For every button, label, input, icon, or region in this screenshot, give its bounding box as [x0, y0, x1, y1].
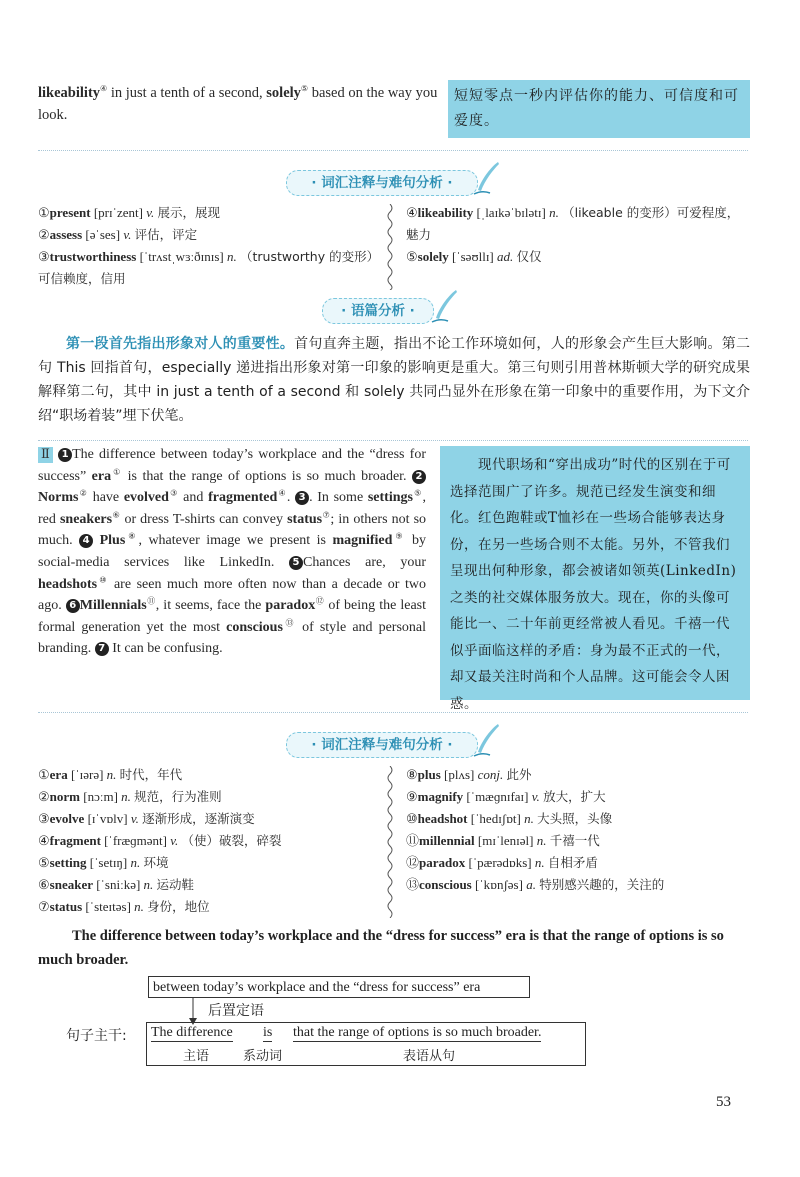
intro-paragraph	[38, 82, 438, 126]
subject-label: 主语	[183, 1049, 210, 1064]
column-divider	[386, 204, 394, 290]
vocab-entry: ②assess [əˈses] v. 评估，评定	[38, 227, 198, 242]
vocab-entry: ⑥sneaker [ˈsniːkə] n. 运动鞋	[38, 877, 195, 892]
divider	[38, 712, 748, 713]
paragraph-numeral: Ⅱ	[38, 447, 53, 463]
predicative-clause: that the range of options is so much broader.	[293, 1025, 542, 1040]
vocab-entry: ⑤setting [ˈsetɪŋ] n. 环境	[38, 855, 169, 870]
section-banner-vocab: · 词汇注释与难句分析 ·	[286, 732, 478, 758]
vocab-list-right	[406, 764, 751, 896]
sentence-number: 4	[79, 534, 93, 548]
link-verb: is	[263, 1025, 273, 1040]
vocab-list-left	[38, 202, 378, 290]
link-verb-label: 系动词	[243, 1049, 283, 1064]
word-solely: solely	[266, 85, 301, 101]
divider	[38, 440, 748, 441]
vocab-entry: ①present [prɪˈzent] v. 展示，展现	[38, 205, 221, 220]
divider	[38, 150, 748, 151]
quill-pen-icon	[430, 288, 460, 324]
vocab-entry: ⑩headshot [ˈhedɪʃɒt] n. 大头照，头像	[406, 811, 613, 826]
modifier-box: between today’s workplace and the “dress for success” era	[148, 976, 530, 998]
sentence-number: 5	[289, 556, 303, 570]
vocab-list-right	[406, 202, 751, 268]
sentence-number: 2	[412, 470, 426, 484]
intro-translation: 短短零点一秒内评估你的能力、可信度和可爱度。	[448, 80, 750, 138]
vocab-entry: ①era [ˈɪərə] n. 时代，年代	[38, 767, 183, 782]
section-banner-analysis: · 语篇分析 ·	[322, 298, 434, 324]
sentence-number: 6	[66, 599, 80, 613]
predicative-label: 表语从句	[403, 1049, 456, 1064]
page-number: 53	[716, 1094, 731, 1110]
paragraph-two-translation: 现代职场和“穿出成功”时代的区别在于可选择范围广了许多。规范已经发生演变和细化。红色跑鞋或T恤衫在一些场合能够表达身份，在另一些场合则不太能。另外，不管我们呈现出何种形象，都会被诸如领英(LinkedIn)之类的社交媒体服务放大。现在，你的头像可能比一、二十年前更经常被人看见。千禧一代似乎面临这样的矛盾：身为最不正式的一代，却又最关注时尚和个人品牌。这可能会令人困惑。	[440, 446, 750, 700]
footnote-marker: ④	[100, 84, 108, 94]
vocab-entry: ⑤solely [ˈsəʊllɪ] ad. 仅仅	[406, 249, 542, 264]
vocab-list-left	[38, 764, 378, 918]
vocab-entry: ⑧plus [plʌs] conj. 此外	[406, 767, 532, 782]
word-likeability: likeability	[38, 85, 101, 101]
quill-pen-icon	[472, 722, 502, 758]
vocab-entry: ⑫paradox [ˈpærədɒks] n. 自相矛盾	[406, 855, 598, 870]
sentence-number: 7	[95, 642, 109, 656]
vocab-entry: ⑪millennial [mɪˈlenɪəl] n. 千禧一代	[406, 833, 600, 848]
vocab-entry: ⑬conscious [ˈkɒnʃəs] a. 特别感兴趣的，关注的	[406, 877, 665, 892]
discourse-analysis	[38, 332, 750, 428]
vocab-entry: ②norm [nɔːm] n. 规范，行为准则	[38, 789, 222, 804]
footnote-marker: ⑤	[300, 84, 309, 94]
vocab-entry: ③trustworthiness [ˈtrʌstˌwɜːðɪnɪs] n. （trustworthy 的变形）可信赖度，信用	[38, 249, 373, 286]
modifier-label: 后置定语	[208, 1003, 264, 1019]
subject: The difference	[151, 1025, 233, 1040]
intro-text: based on the way you look.	[38, 85, 438, 123]
column-divider	[386, 766, 394, 918]
analysis-body: 首句直奔主题，指出不论工作环境如何，人的形象会产生巨大影响。第二句 This 回指首句，especially 递进指出形象对第一印象的影响更是重大。第三句则引用普林斯顿大学的研究成果解释第二句，其中 in just a tenth of a second 和 solely 共同凸显外在形象在第一印象中的重要作用，为下文介绍“职场着装”埋下伏笔。	[38, 336, 751, 424]
vocab-entry: ⑨magnify [ˈmæɡnɪfaɪ] v. 放大，扩大	[406, 789, 606, 804]
paragraph-two: Ⅱ 1 The difference between today’s workplace and the “dress for success” era① is that the range of options is so much broader. 2 Norms② have evolved③ and fragmented④. 3 . In some settings⑤, red sneakers⑥ or dress T-shirts can convey status⑦; in others not so much. 4 Plus⑧, whatever image we present is magnified⑨ by social-media services like LinkedIn. 5 Chances are, your headshots⑩ are seen much more often now than a decade or two ago. 6 Millennials⑪, it seems, face the paradox⑫ of being the least formal generation yet the most conscious⑬ of style and personal branding. 7 It can be confusing.	[38, 447, 427, 657]
main-clause-label: 句子主干:	[66, 1028, 127, 1044]
quill-pen-icon	[472, 160, 502, 196]
vocab-entry: ⑦status [ˈsteɪtəs] n. 身份，地位	[38, 899, 210, 914]
vocab-entry: ④fragment [ˈfræɡmənt] v. （使）破裂，碎裂	[38, 833, 282, 848]
hard-sentence: The difference between today’s workplace and the “dress for success” era is that the range of options is so much broader.	[38, 928, 724, 968]
vocab-entry: ③evolve [ɪˈvɒlv] v. 逐渐形成，逐渐演变	[38, 811, 255, 826]
section-banner-vocab: · 词汇注释与难句分析 ·	[286, 170, 478, 196]
sentence-number: 3	[295, 491, 309, 505]
intro-text: in just a tenth of a second,	[107, 85, 263, 101]
vocab-entry: ④likeability [ˌlaɪkəˈbɪlətɪ] n. （likeable 的变形）可爱程度，魅力	[406, 205, 740, 242]
analysis-lead: 第一段首先指出形象对人的重要性。	[66, 336, 295, 352]
sentence-number: 1	[58, 448, 72, 462]
main-clause-box	[146, 1022, 586, 1066]
